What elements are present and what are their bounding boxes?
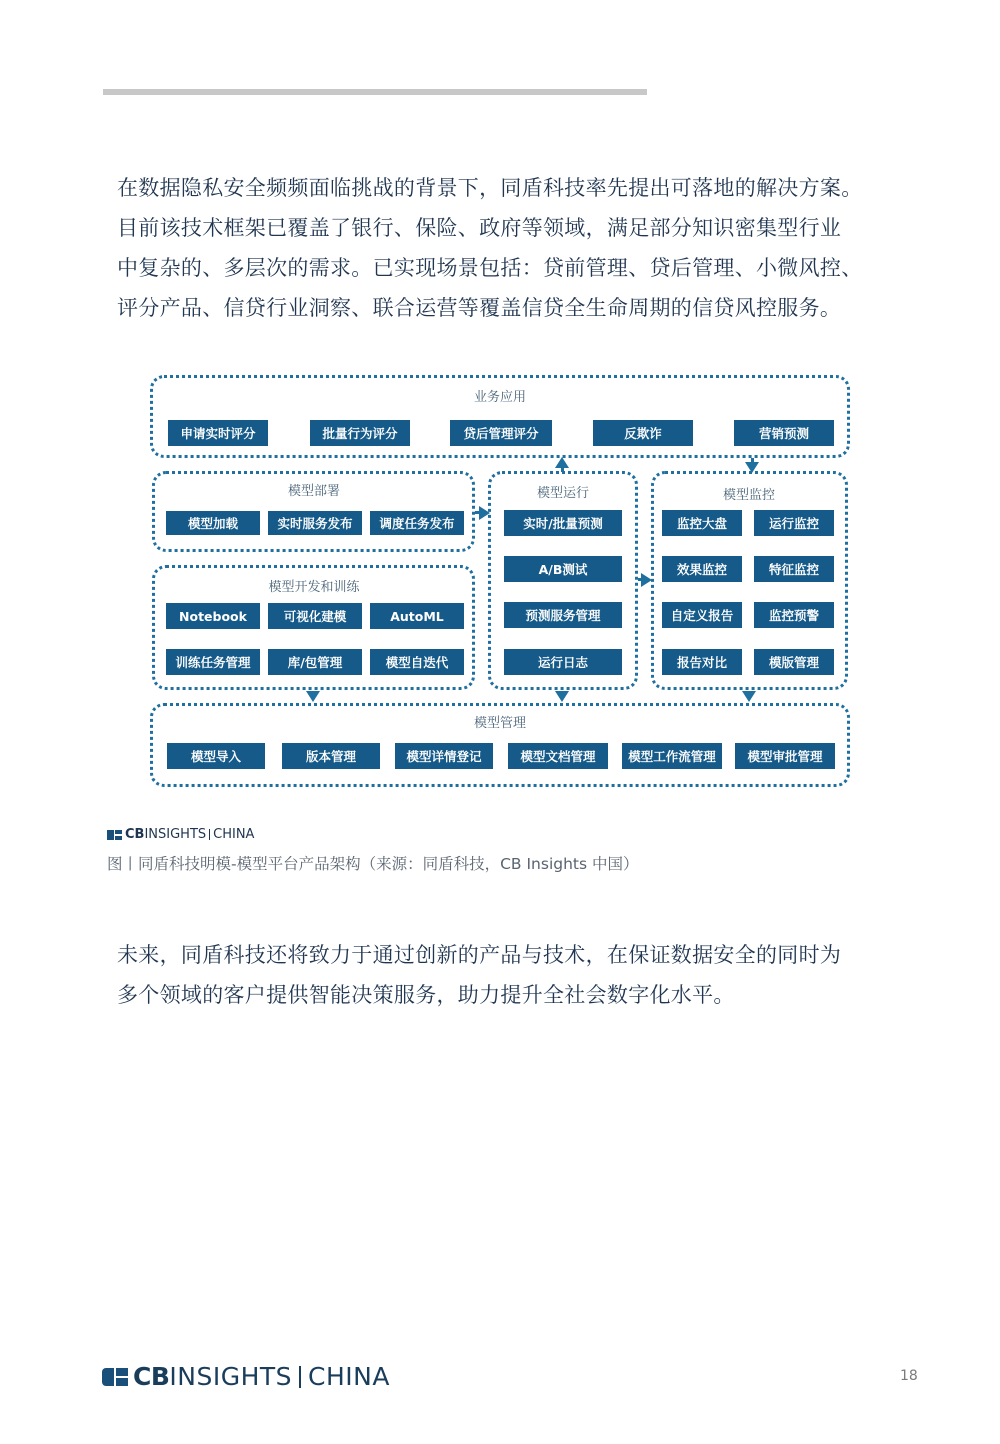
footer-logo-china: CHINA bbox=[308, 1362, 390, 1391]
top-divider bbox=[103, 89, 647, 95]
business-title: 业务应用 bbox=[473, 390, 527, 405]
architecture-diagram bbox=[150, 375, 850, 790]
deploy-box: 调度任务发布 bbox=[370, 511, 464, 535]
business-box: 批量行为评分 bbox=[310, 420, 410, 446]
logo-separator bbox=[209, 829, 210, 840]
monitor-box: 效果监控 bbox=[662, 556, 742, 582]
outro-paragraph bbox=[117, 935, 897, 1015]
footer-logo bbox=[102, 1362, 390, 1391]
manage-title: 模型管理 bbox=[473, 716, 527, 731]
source-logo bbox=[107, 827, 254, 842]
source-logo-insights: INSIGHTS bbox=[144, 827, 207, 842]
intro-line: 在数据隐私安全频频面临挑战的背景下，同盾科技率先提出可落地的解决方案。 bbox=[117, 176, 863, 200]
manage-box: 版本管理 bbox=[282, 743, 380, 769]
develop-title: 模型开发和训练 bbox=[268, 580, 360, 595]
manage-box: 模型工作流管理 bbox=[622, 743, 722, 769]
business-box: 营销预测 bbox=[734, 420, 834, 446]
develop-box: Notebook bbox=[166, 603, 260, 629]
develop-box: AutoML bbox=[370, 603, 464, 629]
source-logo-cb: CB bbox=[125, 827, 145, 842]
business-box: 申请实时评分 bbox=[168, 420, 268, 446]
intro-paragraph bbox=[117, 168, 897, 328]
monitor-box: 监控预警 bbox=[754, 602, 834, 628]
manage-box: 模型详情登记 bbox=[395, 743, 493, 769]
footer-logo-cb: CB bbox=[133, 1362, 170, 1391]
intro-line: 评分产品、信贷行业洞察、联合运营等覆盖信贷全生命周期的信贷风控服务。 bbox=[117, 296, 842, 320]
outro-line: 未来，同盾科技还将致力于通过创新的产品与技术，在保证数据安全的同时为 bbox=[117, 943, 842, 967]
monitor-box: 监控大盘 bbox=[662, 510, 742, 536]
monitor-box: 报告对比 bbox=[662, 649, 742, 675]
develop-box: 可视化建模 bbox=[268, 603, 362, 629]
monitor-box: 运行监控 bbox=[754, 510, 834, 536]
manage-box: 模型文档管理 bbox=[508, 743, 608, 769]
develop-box: 训练任务管理 bbox=[166, 649, 260, 675]
arrow-down-icon bbox=[306, 691, 320, 702]
intro-line: 目前该技术框架已覆盖了银行、保险、政府等领域，满足部分知识密集型行业 bbox=[117, 216, 842, 240]
footer-logo-insights: INSIGHTS bbox=[169, 1362, 293, 1391]
cbinsights-logo-icon bbox=[102, 1368, 128, 1386]
cbinsights-logo-icon bbox=[107, 830, 122, 840]
deploy-title: 模型部署 bbox=[287, 484, 341, 499]
monitor-box: 特征监控 bbox=[754, 556, 834, 582]
business-box: 贷后管理评分 bbox=[450, 420, 552, 446]
manage-box: 模型审批管理 bbox=[735, 743, 835, 769]
deploy-box: 模型加载 bbox=[166, 511, 260, 535]
run-title: 模型运行 bbox=[536, 486, 590, 501]
run-box: 运行日志 bbox=[504, 649, 622, 675]
run-box: 实时/批量预测 bbox=[504, 510, 622, 536]
run-box: 预测服务管理 bbox=[504, 602, 622, 628]
page-number: 18 bbox=[900, 1368, 918, 1384]
arrow-down-icon bbox=[742, 691, 756, 702]
monitor-box: 模版管理 bbox=[754, 649, 834, 675]
monitor-box: 自定义报告 bbox=[662, 602, 742, 628]
source-logo-china: CHINA bbox=[213, 827, 255, 842]
develop-box: 模型自迭代 bbox=[370, 649, 464, 675]
run-box: A/B测试 bbox=[504, 556, 622, 582]
intro-line: 中复杂的、多层次的需求。已实现场景包括：贷前管理、贷后管理、小微风控、 bbox=[117, 256, 863, 280]
monitor-title: 模型监控 bbox=[722, 488, 776, 503]
business-box: 反欺诈 bbox=[593, 420, 693, 446]
deploy-box: 实时服务发布 bbox=[268, 511, 362, 535]
outro-line: 多个领域的客户提供智能决策服务，助力提升全社会数字化水平。 bbox=[117, 983, 735, 1007]
manage-box: 模型导入 bbox=[167, 743, 265, 769]
develop-box: 库/包管理 bbox=[268, 649, 362, 675]
figure-caption: 图丨同盾科技明模-模型平台产品架构（来源：同盾科技，CB Insights 中国） bbox=[107, 855, 639, 873]
logo-separator bbox=[299, 1366, 301, 1388]
arrow-down-icon bbox=[555, 691, 569, 702]
